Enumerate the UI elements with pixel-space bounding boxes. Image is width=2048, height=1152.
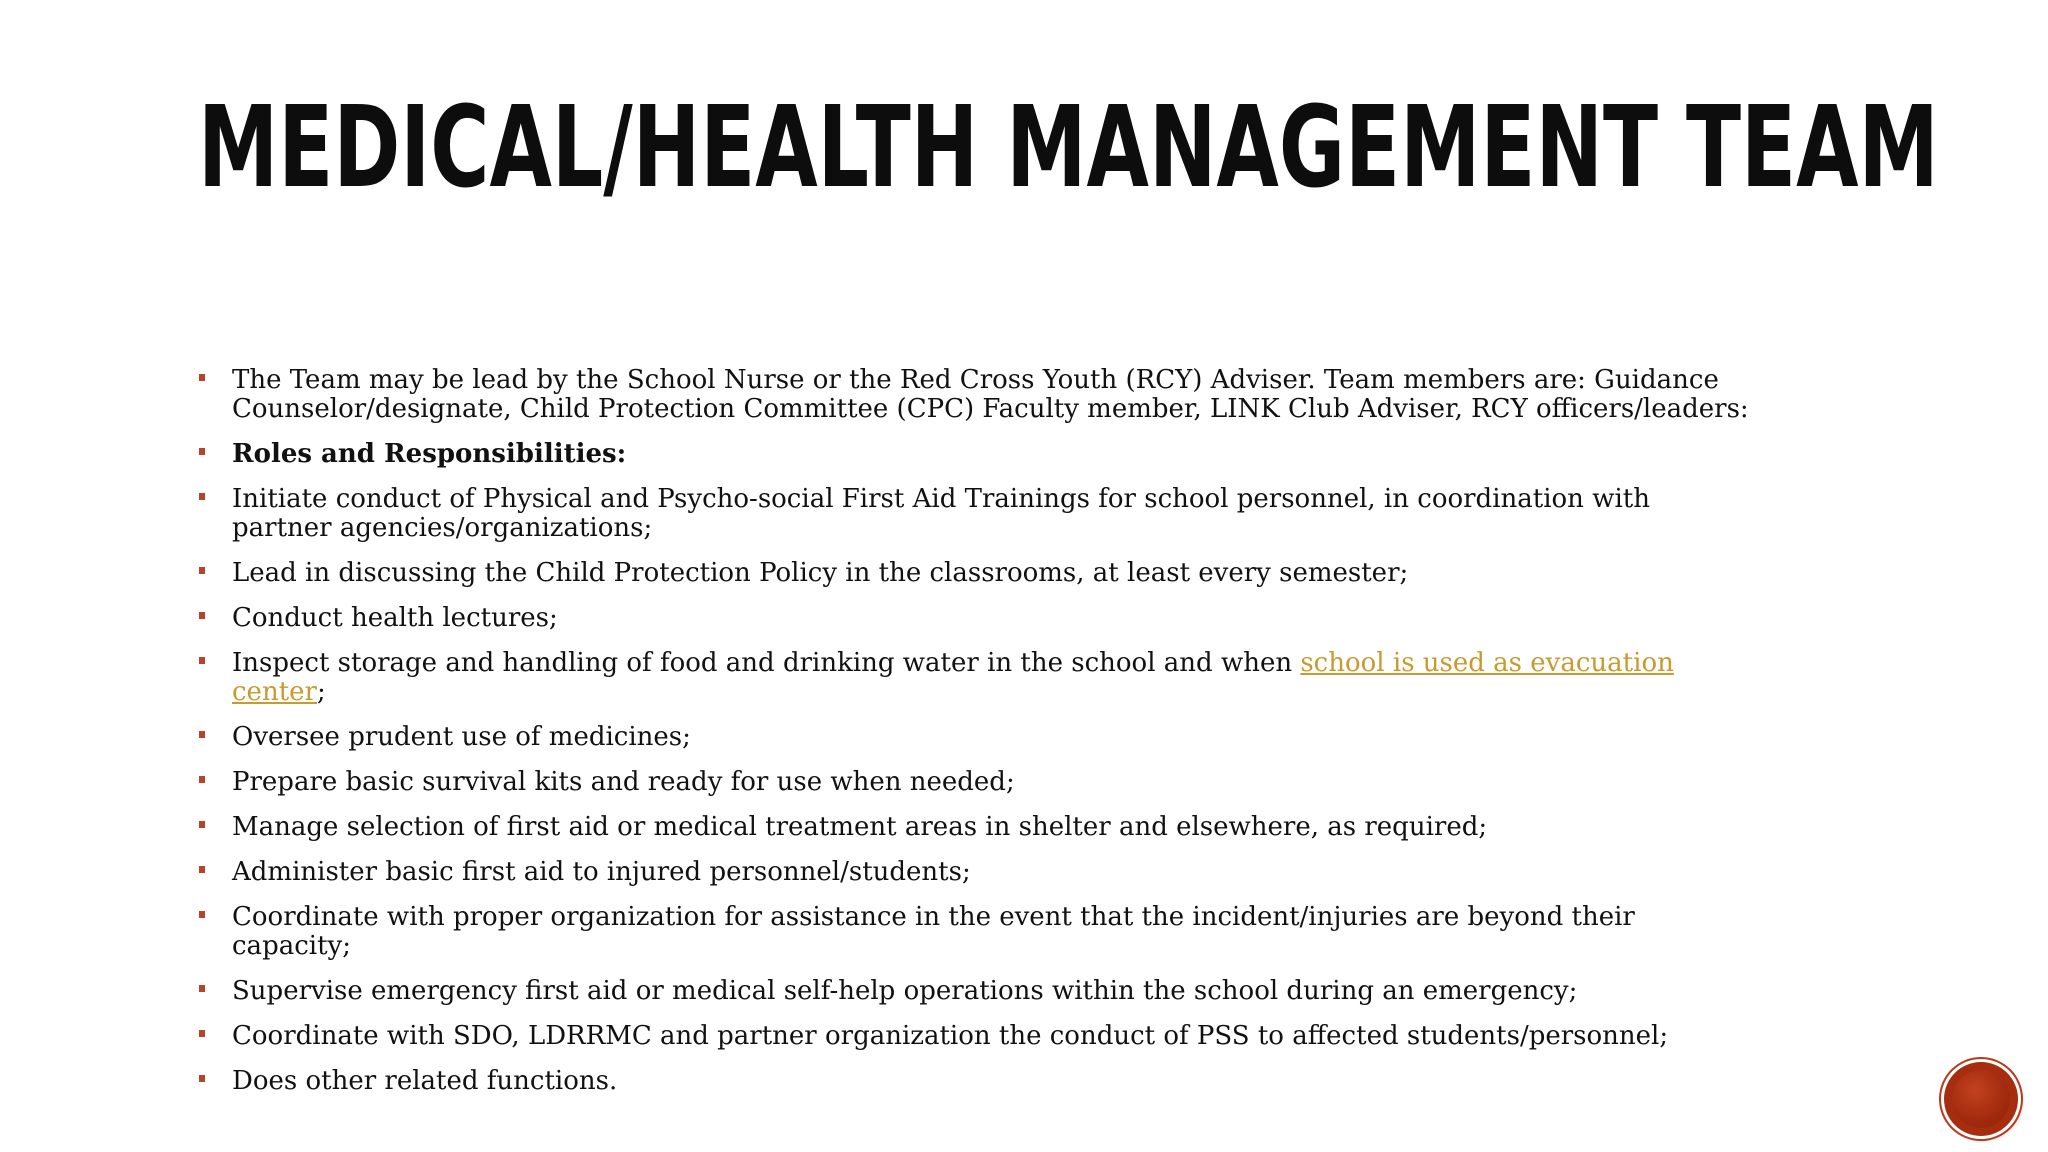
bullet-text: The Team may be lead by the School Nurse or the Red Cross Youth (RCY) Adviser. Team members are: Guidance Counselor/designate, Child Protection Committee (CPC) Faculty member, LINK Club Adviser, RCY officers/leaders: <box>232 365 1749 424</box>
slide-title: MEDICAL/HEALTH MANAGEMENT TEAM <box>198 83 1939 213</box>
roles-heading: Roles and Responsibilities: <box>232 439 627 469</box>
list-item <box>196 1067 1756 1096</box>
list-item <box>196 485 1756 543</box>
bullet-text: Supervise emergency first aid or medical self-help operations within the school during an emergency; <box>232 976 1578 1006</box>
bullet-text-after-link: ; <box>316 677 326 707</box>
bullet-text: Oversee prudent use of medicines; <box>232 722 691 752</box>
list-item <box>196 768 1756 797</box>
list-item <box>196 977 1756 1006</box>
bullet-text: Coordinate with proper organization for assistance in the event that the incident/injuries are beyond their capacity; <box>232 902 1635 961</box>
bullet-icon <box>199 1075 205 1082</box>
list-item <box>196 813 1756 842</box>
bullet-text <box>232 648 1674 707</box>
bullet-text: Conduct health lectures; <box>232 603 558 633</box>
slide-nav-button[interactable] <box>1944 1062 2018 1136</box>
list-item <box>196 559 1756 588</box>
bullet-text: Coordinate with SDO, LDRRMC and partner organization the conduct of PSS to affected students/personnel; <box>232 1021 1669 1051</box>
bullet-icon <box>199 866 205 873</box>
bullet-list <box>196 366 1756 1112</box>
bullet-icon <box>199 731 205 738</box>
bullet-icon <box>199 567 205 574</box>
bullet-icon <box>199 493 205 500</box>
bullet-text: Manage selection of first aid or medical treatment areas in shelter and elsewhere, as required; <box>232 812 1488 842</box>
bullet-icon <box>199 657 205 664</box>
circle-button-icon <box>1952 1070 2010 1128</box>
list-item <box>196 1022 1756 1051</box>
bullet-text: Initiate conduct of Physical and Psycho-social First Aid Trainings for school personnel, in coordination with partner agencies/organizations; <box>232 484 1650 543</box>
bullet-text: Does other related functions. <box>232 1066 618 1096</box>
bullet-text: Lead in discussing the Child Protection Policy in the classrooms, at least every semester; <box>232 558 1409 588</box>
list-item <box>196 366 1756 424</box>
bullet-text: Administer basic first aid to injured personnel/students; <box>232 857 971 887</box>
bullet-icon <box>199 374 205 381</box>
list-item <box>196 858 1756 887</box>
bullet-icon <box>199 985 205 992</box>
bullet-text: Prepare basic survival kits and ready for use when needed; <box>232 767 1015 797</box>
bullet-icon <box>199 612 205 619</box>
list-item <box>196 649 1756 707</box>
bullet-icon <box>199 448 205 455</box>
evacuation-center-link[interactable]: school is used as evacuation center <box>232 648 1674 707</box>
bullet-heading <box>232 439 626 469</box>
list-item <box>196 604 1756 633</box>
bullet-icon <box>199 911 205 918</box>
list-item <box>196 903 1756 961</box>
bullet-icon <box>199 776 205 783</box>
bullet-icon <box>199 821 205 828</box>
list-item <box>196 440 1756 469</box>
list-item <box>196 723 1756 752</box>
bullet-icon <box>199 1030 205 1037</box>
bullet-text-before-link: Inspect storage and handling of food and drinking water in the school and when <box>232 648 1301 678</box>
